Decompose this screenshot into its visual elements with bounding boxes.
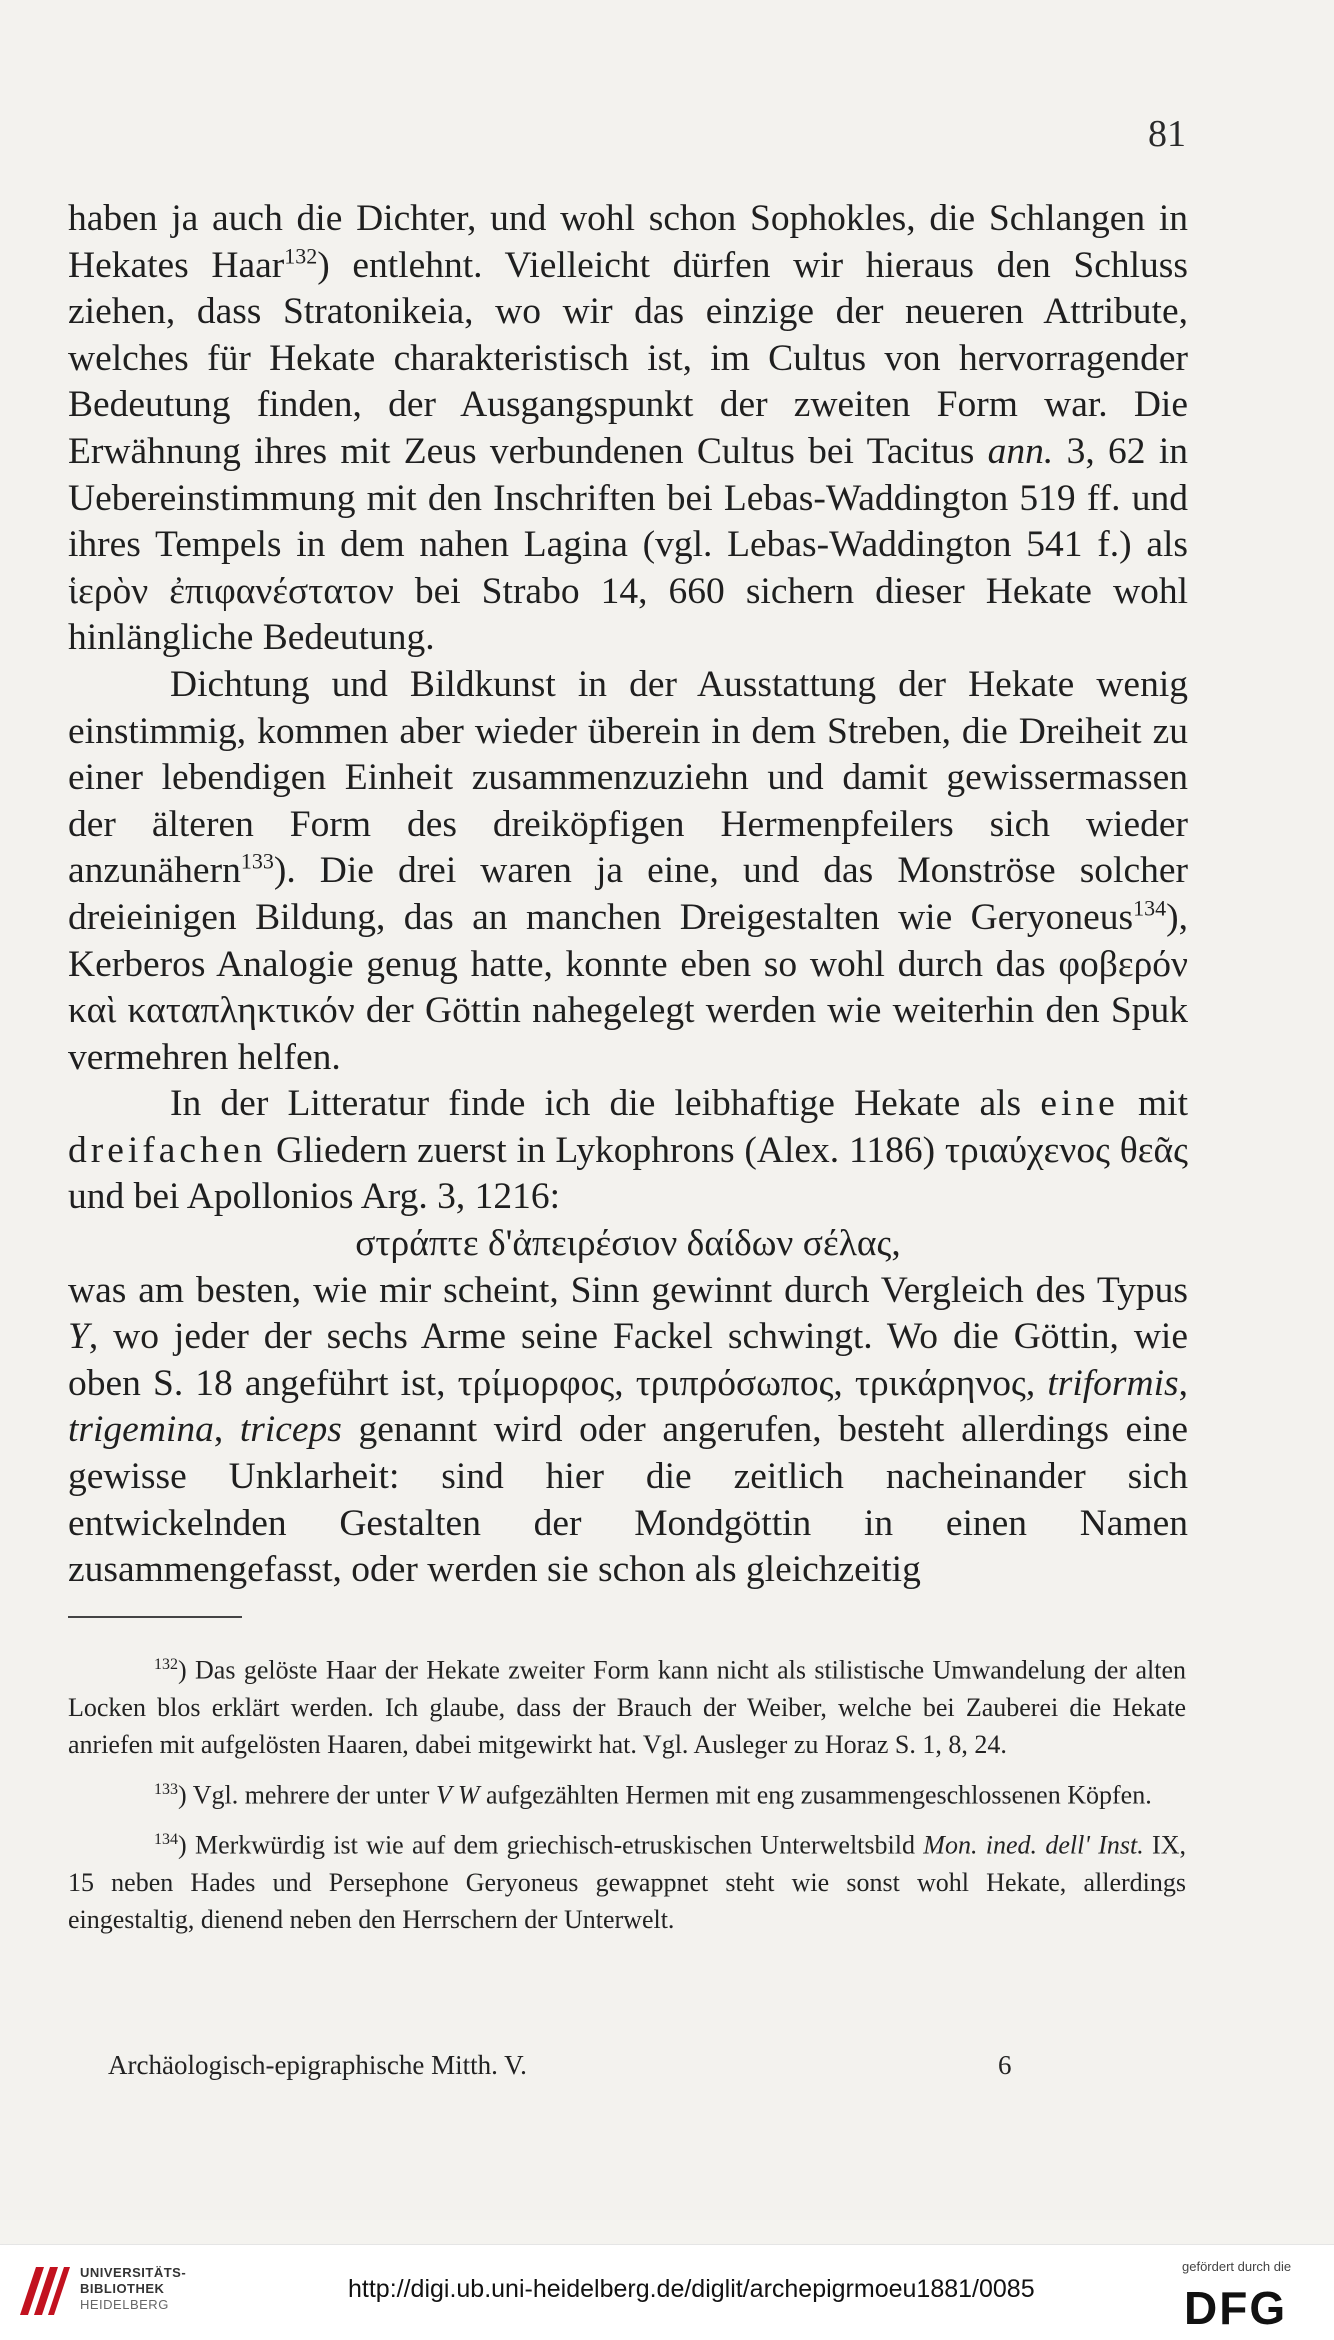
text-run: ) Das gelöste Haar der Hekate zweiter Form kann nicht als stilistische Umwandelung der alten Locken blos erklärt werden. Ich glaube, dass der Brauch der Weiber, welche bei Zauberei die Hekate anriefen mit aufgelösten Haaren, dabei mitgewirkt hat. Vgl. Ausleger zu Horaz S. 1, 8, 24. [68, 1655, 1186, 1759]
footnote-marker: 133 [240, 848, 274, 874]
text-run: Dichtung und Bildkunst in der Ausstattung der Hekate wenig einstimmig, kommen aber wieder überein in dem Streben, die Dreiheit zu einer lebendigen Einheit zusammenzuziehn und damit gewissermassen der älteren Form des dreiköpfigen Hermenpfeilers sich wieder anzunähern [68, 663, 1188, 892]
text-run: mit [1118, 1083, 1188, 1125]
dfg-logo: DFG [1184, 2282, 1288, 2334]
footnote [68, 1821, 1186, 1938]
footnote [68, 1646, 1186, 1763]
library-footer [0, 2244, 1334, 2340]
text-run: IX, 15 neben Hades und Persephone Geryoneus gewappnet steht wie sonst wohl Hekate, allerdings eingestaltig, dienend neben den Herrschern der Unterwelt. [68, 1830, 1186, 1934]
text-run: ) entlehnt. Vielleicht dürfen wir hieraus den Schluss ziehen, dass Stratonikeia, wo wir das einzige der neueren Attribute, welches für Hekate charakteristisch ist, im Cultus von hervorragender Bedeutung finden, der Ausgangspunkt der zweiten Form war. Die Erwähnung ihres mit Zeus verbundenen Cultus bei Tacitus [68, 244, 1188, 472]
text-run: , [213, 1409, 240, 1451]
supported-by-text: gefördert durch die [1182, 2259, 1292, 2274]
text-run: was am besten, wie mir scheint, Sinn gewinnt durch Vergleich des Typus [68, 1269, 1188, 1311]
page-number: 81 [1148, 113, 1186, 155]
text-run: In der Litteratur finde ich die leibhaftige Hekate als [170, 1083, 1041, 1125]
text-run: aufgezählten Hermen mit eng zusammengeschlossenen Köpfen. [479, 1780, 1152, 1810]
text-run: genannt wird oder angerufen, besteht allerdings eine gewisse Unklarheit: sind hier die zeitlich nacheinander sich entwickelnden Gestalten der Mondgöttin in einen Namen zusammengefasst, oder werden sie schon als gleichzeitig [68, 1409, 1189, 1591]
paragraph [68, 1081, 1188, 1221]
university-line-1: UNIVERSITÄTS- [80, 2265, 187, 2280]
university-line-3: HEIDELBERG [80, 2297, 169, 2312]
text-run: ), Kerberos Analogie genug hatte, konnte eben so wohl durch das φοβερόν καὶ καταπληκτικόν der Göttin nahegelegt werden wie weiterhin den Spuk vermehren helfen. [68, 896, 1188, 1078]
italic-text: Y [68, 1316, 89, 1358]
body-text [68, 196, 1188, 1594]
italic-text: triformis [1047, 1362, 1179, 1404]
spaced-text: dreifachen [68, 1129, 267, 1171]
text-run: στράπτε δ'ἀπειρέσιον δαίδων σέλας, [355, 1223, 901, 1265]
italic-text: Mon. ined. dell' Inst. [923, 1830, 1144, 1860]
paragraph [68, 1221, 1188, 1268]
italic-text: ann. [987, 430, 1054, 472]
text-run: , wo jeder der sechs Arme seine Fackel schwingt. Wo die Göttin, wie oben S. 18 angeführt ist, τρίμορφος, τριπρόσωπος, τρικάρηνος, [68, 1316, 1188, 1404]
signature-number: 6 [998, 2050, 1012, 2080]
footnote-divider [68, 1616, 242, 1618]
signature-text: Archäologisch-epigraphische Mitth. V. [108, 2050, 527, 2080]
italic-text: trigemina [68, 1409, 214, 1451]
footnote-marker: 132 [154, 1656, 178, 1673]
text-run: 3, 62 in Uebereinstimmung mit den Inschriften bei Lebas-Waddington 519 ff. und ihres Tempels in dem nahen Lagina (vgl. Lebas-Waddington 541 f.) als ἱερὸν ἐπιφανέστατον bei Strabo 14, 660 sichern dieser Hekate wohl hinlängliche Bedeutung. [68, 430, 1189, 659]
text-run: haben ja auch die Dichter, und wohl schon Sophokles, die Schlangen in Hekates Haar [68, 198, 1188, 286]
footnote-marker: 134 [1133, 895, 1167, 921]
text-run: , [1178, 1362, 1188, 1404]
signature-line [108, 2050, 1108, 2081]
paragraph [68, 196, 1188, 662]
footnote-marker: 133 [154, 1780, 178, 1798]
university-line-2: BIBLIOTHEK [80, 2281, 165, 2296]
text-run: Gliedern zuerst in Lykophrons (Alex. 1186) τριαύχενος θεᾶς und bei Apollonios Arg. 3, 1216: [68, 1129, 1188, 1218]
footnote-marker: 134 [154, 1831, 178, 1849]
footnotes [68, 1646, 1186, 1946]
paragraph [68, 662, 1188, 1081]
footnote-marker: 132 [284, 243, 318, 269]
paragraph [68, 1268, 1188, 1594]
university-library-name [80, 2265, 186, 2313]
text-run: ) Merkwürdig ist wie auf dem griechisch-etruskischen Unterweltsbild [178, 1830, 924, 1860]
university-library-logo-icon [14, 2259, 72, 2323]
footnote [68, 1771, 1186, 1814]
italic-text: V W [435, 1780, 480, 1810]
text-run: ). Die drei waren ja eine, und das Monströse solcher dreieinigen Bildung, das an manchen Dreigestalten wie Geryoneus [68, 850, 1188, 938]
spaced-text: eine [1040, 1083, 1119, 1125]
text-run: ) Vgl. mehrere der unter [178, 1780, 436, 1810]
permalink-url[interactable]: http://digi.ub.uni-heidelberg.de/diglit/archepigrmoeu1881/0085 [348, 2275, 1035, 2303]
italic-text: triceps [239, 1409, 342, 1451]
